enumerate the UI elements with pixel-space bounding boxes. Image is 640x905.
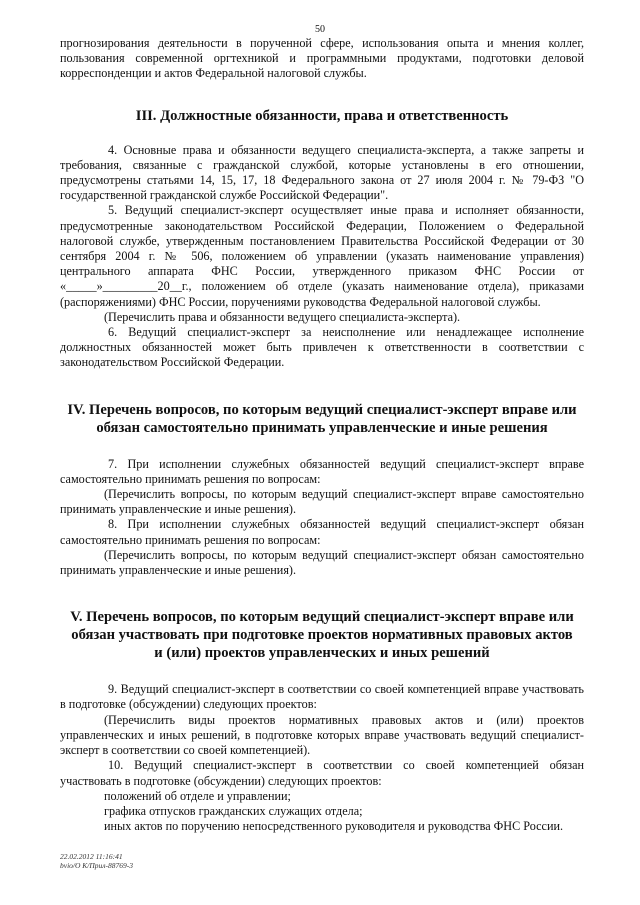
paragraph-8: 8. При исполнении служебных обязанностей ведущий специалист-эксперт обязан самостоятельно принимать решения по вопросам: (60, 517, 584, 547)
intro-paragraph: прогнозирования деятельности в порученной сфере, использования опыта и мнения коллег, пользования современной оргтехникой и программными продуктами, подготовки деловой корреспонденции и актов Федеральной налоговой службы. (60, 36, 584, 81)
list-item: положений об отделе и управлении; (104, 788, 291, 803)
footer-stamp (60, 852, 133, 870)
list-item: графика отпусков гражданских служащих отдела; (104, 803, 363, 818)
paragraph-9-note: (Перечислить виды проектов нормативных правовых актов и (или) проектов управленческих и иных решений, в подготовке которых вправе участвовать ведущий специалист-эксперт в соответствии со своей компетенцией). (60, 712, 584, 758)
paragraph-9: 9. Ведущий специалист-эксперт в соответствии со своей компетенцией вправе участвовать в подготовке (обсуждении) следующих проектов: (60, 682, 584, 712)
footer-reference: bvio/O К/Прил-88769-3 (60, 861, 134, 870)
paragraph-5-note: (Перечислить права и обязанности ведущего специалиста-эксперта). (104, 309, 461, 324)
page-number: 50 (315, 24, 325, 35)
paragraph-10: 10. Ведущий специалист-эксперт в соответствии со своей компетенцией обязан участвовать в подготовке (обсуждении) следующих проектов: (60, 758, 584, 788)
section-5-title-line-1: V. Перечень вопросов, по которым ведущий специалист-эксперт вправе или (70, 609, 574, 626)
section-3-title: III. Должностные обязанности, права и ответственность (135, 107, 509, 124)
paragraph-7-note: (Перечислить вопросы, по которым ведущий специалист-эксперт вправе самостоятельно принимать управленческие и иные решения). (60, 487, 584, 517)
paragraph-8-note: (Перечислить вопросы, по которым ведущий специалист-эксперт обязан самостоятельно принимать управленческие и иные решения). (60, 547, 584, 578)
section-4-title-line-2: обязан самостоятельно принимать управленческие и иные решения (96, 419, 548, 436)
list-item: иных актов по поручению непосредственного руководителя и руководства ФНС России. (104, 819, 564, 834)
footer-timestamp: 22.02.2012 11:16:41 (60, 852, 123, 861)
paragraph-4: 4. Основные права и обязанности ведущего специалиста-эксперта, а также запреты и требования, связанные с гражданской службой, которые установлены в его отношении, предусмотрены статьями 14, 15, 17, 18 Федерального закона от 27 июля 2004 г. № 79-ФЗ "О государственной гражданской службе Российской Федерации". (60, 142, 584, 203)
paragraph-6: 6. Ведущий специалист-эксперт за неисполнение или ненадлежащее исполнение должностных обязанностей может быть привлечен к ответственности в соответствии с законодательством Российской Федерации. (60, 325, 584, 370)
section-4-title-line-1: IV. Перечень вопросов, по которым ведущий специалист-эксперт вправе или (67, 401, 577, 418)
section-4-title (60, 401, 584, 437)
section-5-title (60, 608, 584, 662)
paragraph-5: 5. Ведущий специалист-эксперт осуществляет иные права и исполняет обязанности, предусмотренные законодательством Российской Федерации, Положением о Федеральной налоговой службе, утвержденным постановлением Правительства Российской Федерации от 30 сентября 2004 г. № 506, положением об управлении (указать наименование управления) центрального аппарата ФНС России, утвержденного приказом ФНС России от «_____»_________20__г., положением об отделе (указать наименование отдела), приказами (распоряжениями) ФНС России, поручениями руководства Федеральной налоговой службы. (60, 203, 584, 309)
section-5-title-line-3: и (или) проектов управленческих и иных решений (154, 645, 490, 662)
section-5-title-line-2: обязан участвовать при подготовке проектов нормативных правовых актов (71, 627, 573, 644)
paragraph-7: 7. При исполнении служебных обязанностей ведущий специалист-эксперт вправе самостоятельно принимать решения по вопросам: (60, 456, 584, 486)
document-body (60, 36, 584, 834)
